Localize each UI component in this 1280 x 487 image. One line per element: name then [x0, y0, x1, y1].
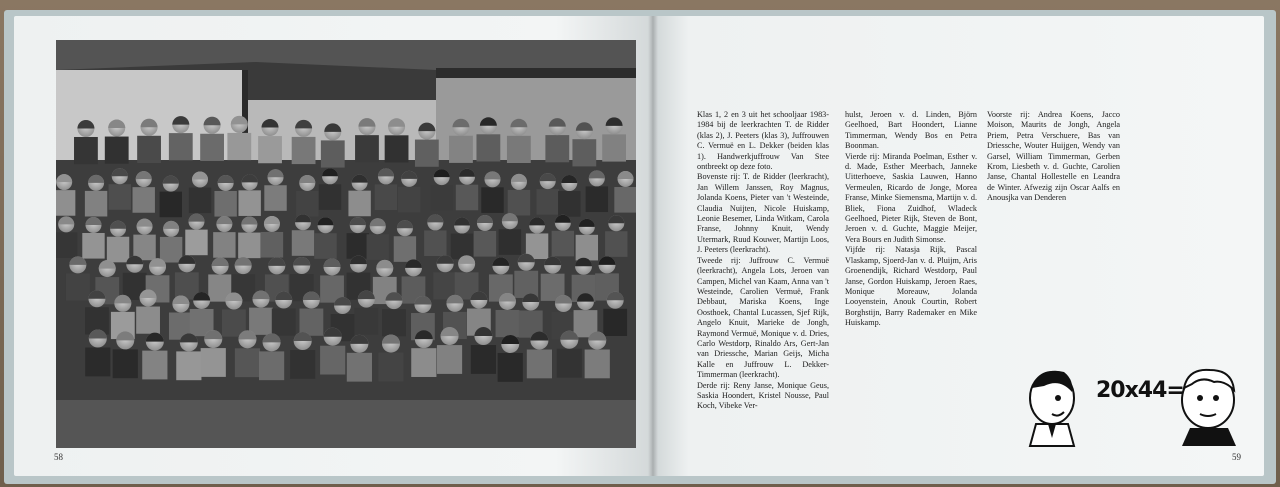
child-body: [437, 345, 462, 374]
child-body: [354, 308, 378, 335]
child-body: [249, 308, 273, 335]
child-body: [424, 230, 446, 256]
child-body: [347, 233, 369, 259]
child-body: [137, 136, 161, 163]
child-body: [498, 353, 523, 382]
class-photo: [56, 40, 636, 448]
child-body: [258, 136, 282, 163]
child-body: [319, 184, 341, 210]
child-body: [415, 140, 439, 167]
child-body: [602, 134, 626, 161]
child-body: [261, 232, 283, 258]
child-body: [85, 348, 110, 377]
cartoon-drawing: [1024, 358, 1244, 448]
child-body: [545, 135, 569, 162]
child-body: [382, 309, 406, 336]
child-body: [201, 348, 226, 377]
child-body: [136, 307, 160, 334]
child-body: [200, 134, 224, 161]
child-body: [476, 134, 500, 161]
child-body: [214, 191, 236, 217]
child-body: [499, 229, 521, 255]
child-body: [292, 230, 314, 256]
caption-paragraph: Klas 1, 2 en 3 uit het schooljaar 1983-1984 bij de leerkrachten T. de Ridder (klas 2), J. Peeters (klas 3), Juffrouwen C. Vermuë en L. Dekker (beiden klas 1). Handwerkjuffrouw Van Stee ontbreekt op deze foto.: [697, 110, 829, 172]
caption-paragraph: Bovenste rij: T. de Ridder (leerkracht), Jan Willem Janssen, Roy Magnus, Jolanda Koens, Pieter van 't Westeinde, Claudia Nuijten, Nicole Huiskamp, Leonie Besemer, Linda Witkam, Carola Franse, Johnny Knuit, Wendy Utermark, Ruud Kouwer, Martijn Loos, J. Peeters (leerkracht).: [697, 172, 829, 255]
child-body: [527, 350, 552, 379]
child-body: [264, 185, 286, 211]
child-body: [169, 133, 193, 160]
child-body: [496, 310, 520, 337]
child-body: [411, 348, 436, 377]
child-body: [56, 232, 77, 258]
child-body: [160, 192, 182, 218]
child-body: [160, 237, 182, 263]
child-body: [558, 191, 580, 217]
child-body: [56, 190, 75, 216]
child-body: [109, 184, 131, 210]
child-body: [508, 190, 530, 216]
child-body: [107, 237, 129, 263]
child-body: [85, 191, 107, 217]
child-body: [321, 140, 345, 167]
caption-paragraph: Tweede rij: Juffrouw C. Vermuë (leerkracht), Angela Lots, Jeroen van Campen, Michel van Kaam, Anna van 't Westeinde, Carolien Vermuë, Frank Debbaut, Mariska Koens, Inge Oosthoek, Chantal Lucassen, Sjef Rijk, Angelo Knuit, Marieke de Jongh, Raymond Vermuë, Monique v. d. Dries, Carlo Westdorp, Rinaldo Ars, Gert-Jan van Driessche, Marian Geijs, Micha Kalle en Juffrouw L. Dekker-Timmerman (leerkracht).: [697, 255, 829, 380]
child-body: [474, 231, 496, 257]
child-body: [481, 187, 503, 213]
child-body: [385, 135, 409, 162]
child-body: [82, 233, 104, 259]
child-body: [235, 348, 260, 377]
child-body: [603, 309, 627, 336]
child-body: [585, 350, 610, 379]
child-body: [300, 309, 324, 336]
child-body: [456, 185, 478, 211]
child-body: [449, 136, 473, 163]
caption-column-1: [697, 110, 829, 412]
cartoon-illustration: [1024, 358, 1244, 448]
child-body: [259, 351, 284, 380]
child-body: [394, 236, 416, 262]
child-body: [471, 345, 496, 374]
child-body: [514, 271, 538, 298]
child-body: [113, 349, 138, 378]
child-body: [398, 187, 420, 213]
caption-column-2: [845, 110, 977, 329]
child-body: [552, 231, 574, 257]
child-body: [290, 350, 315, 379]
child-body: [227, 133, 251, 160]
caption-paragraph: Vierde rij: Miranda Poelman, Esther v. d. Made, Esther Meerbach, Janneke Uitterhoeve, Saskia Lauwen, Hanno Vermeulen, Ricardo de Jonge, Morea Franse, Minke Siemensma, Martijn v. d. Bliek, Fiona Zuidhof, Wladeck Geelhoed, Pieter Rijk, Steven de Bont, Jeroen v. d. Guchte, Maggie Meijer, Vera Bours en Judith Simonse.: [845, 151, 977, 244]
caption-paragraph: Derde rij: Reny Janse, Monique Geus, Saskia Hoondert, Kristel Nousse, Paul Koch, Vibeke Ver-: [697, 380, 829, 411]
child-body: [367, 234, 389, 260]
child-body: [378, 353, 403, 382]
child-body: [213, 232, 235, 258]
child-body: [292, 137, 316, 164]
page-number-left: 58: [54, 452, 63, 462]
class-photo-drawing: [56, 40, 636, 448]
child-body: [142, 351, 167, 380]
child-body: [375, 184, 397, 210]
child-body: [355, 135, 379, 162]
child-body: [238, 233, 260, 259]
child-body: [176, 351, 201, 380]
child-body: [320, 346, 345, 375]
child-body: [185, 230, 207, 256]
child-body: [133, 187, 155, 213]
child-body: [296, 191, 318, 217]
child-body: [105, 137, 129, 164]
page-number-right: 59: [1232, 452, 1241, 462]
child-body: [66, 273, 90, 300]
child-body: [557, 349, 582, 378]
child-body: [605, 231, 627, 257]
child-body: [586, 186, 608, 212]
child-body: [74, 137, 98, 164]
cartoon-math-text: 20x44=: [1096, 378, 1184, 403]
book-gutter: [648, 16, 658, 476]
child-body: [238, 190, 260, 216]
caption-paragraph: hulst, Jeroen v. d. Linden, Björn Geelhoed, Bart Hoondert, Lianne Timmerman, Wendy Bos en Petra Boonman.: [845, 110, 977, 151]
child-body: [347, 353, 372, 382]
caption-paragraph: Vijfde rij: Natasja Rijk, Pascal Vlaskamp, Sjoerd-Jan v. d. Pluijm, Aris Groenendijk, Richard Westdorp, Paul Janse, Gordon Huiskamp, Jeroen Raes, Monique Moreauw, Jolanda Looyenstein, Anouk Courtin, Robert Borghstijn, Barry Rademaker en Mike Huiskamp.: [845, 245, 977, 328]
child-body: [189, 188, 211, 214]
child-body: [348, 191, 370, 217]
child-body: [272, 308, 296, 335]
child-body: [314, 233, 336, 259]
child-body: [576, 235, 598, 261]
child-body: [614, 187, 636, 213]
caption-paragraph: Voorste rij: Andrea Koens, Jacco Moison, Maurits de Jongh, Angela Priem, Petra Verschuere, Bas van Driessche, Wouter Huijgen, Wendy van Garsel, William Timmerman, Gerben Krom, Liesbeth v. d. Guchte, Carolien Janse, Chantal Hollestelle en Leandra de Winter. Afwezig zijn Oscar Aalfs en Anousjka van Denderen: [987, 110, 1120, 203]
child-body: [572, 139, 596, 166]
caption-column-3: [987, 110, 1120, 204]
child-body: [430, 185, 452, 211]
child-body: [507, 136, 531, 163]
child-body: [451, 234, 473, 260]
child-body: [537, 189, 559, 215]
